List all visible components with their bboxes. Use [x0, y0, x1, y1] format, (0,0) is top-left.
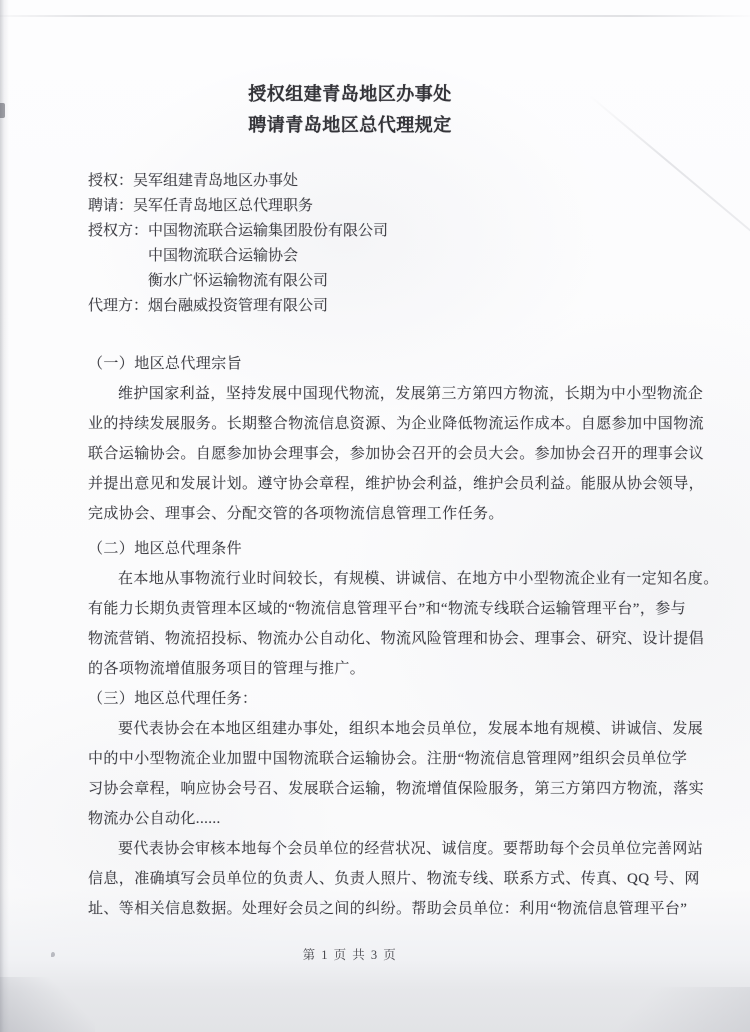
- page-number-footer: 第 1 页 共 3 页: [302, 948, 398, 962]
- scan-left-edge-shadow: [0, 0, 9, 1032]
- body-line: 维护国家利益，坚持发展中国现代物流，发展第三方第四方物流，长期为中小型物流企: [118, 386, 704, 402]
- body-line: 信息，准确填写会员单位的负责人、负责人照片、物流专线、联系方式、传真、QQ 号、网: [88, 871, 700, 887]
- body-line: 并提出意见和发展计划。遵守协会章程，维护协会利益，维护会员利益。能服从协会领导，: [88, 476, 705, 492]
- scan-bottom-right-shadow: [610, 987, 750, 1032]
- body-line: 物流营销、物流招投标、物流办公自动化、物流风险管理和协会、理事会、研究、设计提倡: [88, 631, 705, 647]
- body-line: 习协会章程，响应协会号召、发展联合运输，物流增值保险服务，第三方第四方物流，落实: [88, 781, 705, 797]
- body-line: 址、等相关信息数据。处理好会员之间的纠纷。帮助会员单位：利用“物流信息管理平台”: [88, 901, 688, 917]
- meta-line-agent: 代理方：烟台融威投资管理有限公司: [88, 298, 329, 314]
- title-line-1: 授权组建青岛地区办事处: [248, 84, 452, 104]
- body-line: 联合运输协会。自愿参加协会理事会，参加协会召开的会员大会。参加协会召开的理事会议: [88, 446, 705, 462]
- body-line: 要代表协会在本地区组建办事处，组织本地会员单位，发展本地有规模、讲诚信、发展: [118, 721, 704, 737]
- body-line: 在本地从事物流行业时间较长，有规模、讲诚信、在地方中小型物流企业有一定知名度。: [118, 571, 719, 587]
- scan-bottom-left-shadow: [0, 977, 95, 1032]
- document-title: [0, 79, 700, 141]
- meta-line-authorizer-2: 中国物流联合运输协会: [148, 248, 299, 264]
- section-heading-3: （三）地区总代理任务：: [88, 691, 258, 707]
- body-line: 要代表协会审核本地每个会员单位的经营状况、诚信度。要帮助每个会员单位完善网站: [118, 841, 704, 857]
- body-line: 完成协会、理事会、分配交管的各项物流信息管理工作任务。: [88, 506, 504, 522]
- document-body: [88, 349, 719, 924]
- meta-line-appointment: 聘请：吴军任青岛地区总代理职务: [88, 198, 314, 214]
- body-line: 物流办公自动化......: [88, 811, 221, 827]
- scan-top-crease-line: [0, 15, 750, 17]
- meta-line-authorizer-3: 衡水广怀运输物流有限公司: [148, 273, 329, 289]
- section-heading-2: （二）地区总代理条件: [88, 541, 243, 557]
- meta-line-authorizer-1: 授权方：中国物流联合运输集团股份有限公司: [88, 223, 389, 239]
- meta-line-authorization: 授权：吴军组建青岛地区办事处: [88, 173, 299, 189]
- body-line: 的各项物流增值服务项目的管理与推广。: [88, 661, 366, 677]
- body-line: 中的中小型物流企业加盟中国物流联合运输协会。注册“物流信息管理网”组织会员单位学: [88, 751, 688, 767]
- body-line: 有能力长期负责管理本区域的“物流信息管理平台”和“物流专线联合运输管理平台”，参与: [88, 601, 687, 617]
- document-meta: [88, 169, 388, 319]
- section-heading-1: （一）地区总代理宗旨: [88, 356, 243, 372]
- body-line: 业的持续发展服务。长期整合物流信息资源、为企业降低物流运作成本。自愿参加中国物流: [88, 416, 705, 432]
- title-line-2: 聘请青岛地区总代理规定: [248, 115, 452, 135]
